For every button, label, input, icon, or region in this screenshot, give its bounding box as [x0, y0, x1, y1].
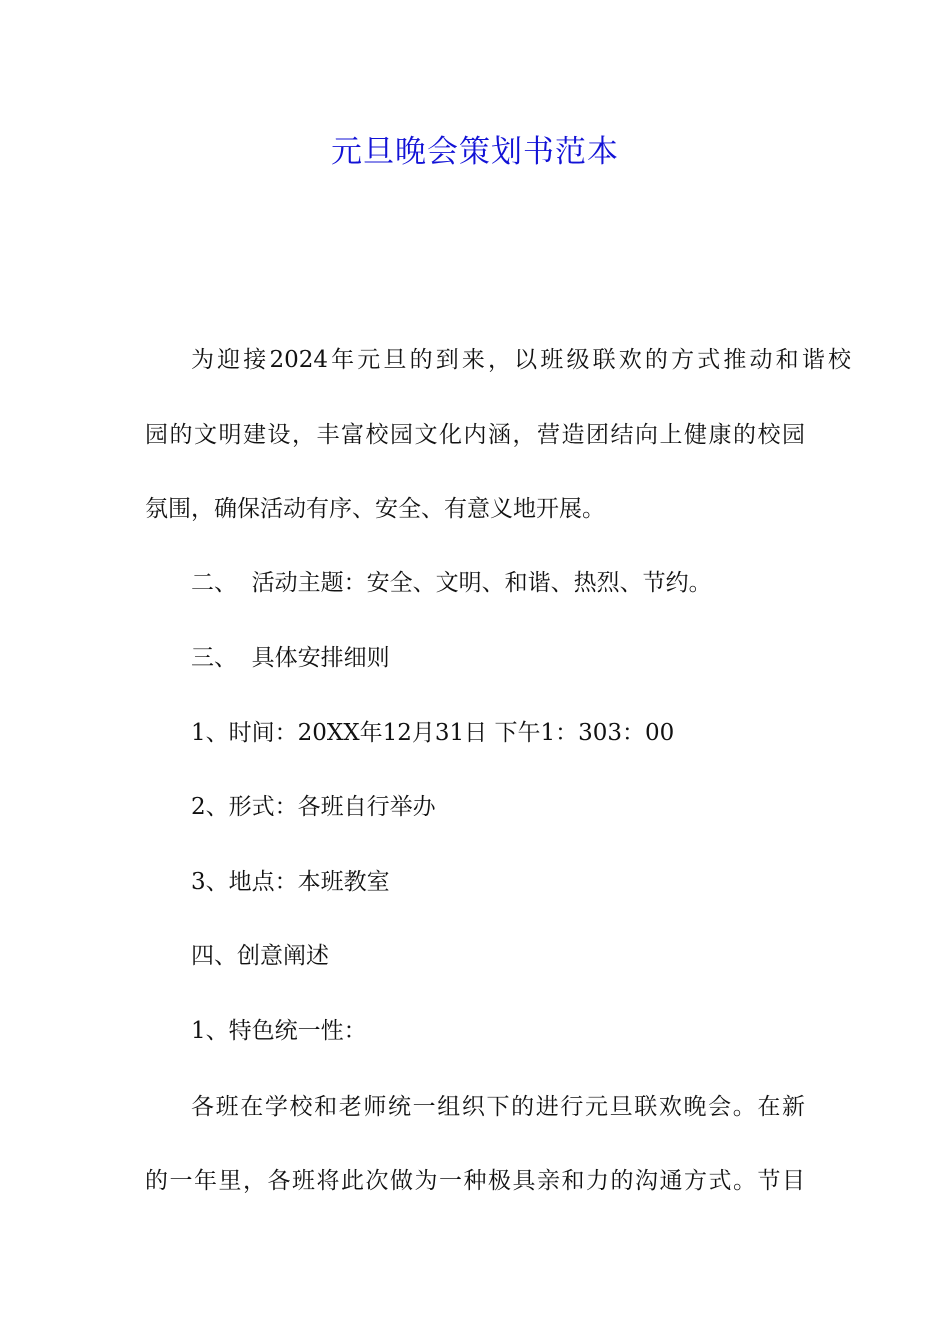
- list-item-location: 3、地点：本班教室: [191, 869, 390, 895]
- list-item-feature: 1、特色统一性：: [191, 1018, 367, 1044]
- paragraph-line: 各班在学校和老师统一组织下的进行元旦联欢晚会。在新: [191, 1094, 805, 1120]
- section-heading-creative: 四、创意阐述: [191, 943, 329, 969]
- section-heading-arrangement: 三、 具体安排细则: [191, 645, 390, 671]
- paragraph-line: 的一年里，各班将此次做为一种极具亲和力的沟通方式。节目: [145, 1168, 805, 1194]
- paragraph-line: 氛围，确保活动有序、安全、有意义地开展。: [145, 496, 605, 522]
- paragraph-line: 园的文明建设，丰富校园文化内涵，营造团结向上健康的校园: [145, 422, 805, 448]
- paragraph-line: 为迎接2024年元旦的到来，以班级联欢的方式推动和谐校: [191, 347, 851, 373]
- list-item-time: 1、时间：20XX年12月31日 下午1：303：00: [191, 720, 675, 746]
- document-title: 元旦晚会策划书范本: [331, 134, 619, 170]
- section-heading-theme: 二、 活动主题：安全、文明、和谐、热烈、节约。: [191, 570, 712, 596]
- list-item-format: 2、形式：各班自行举办: [191, 794, 436, 820]
